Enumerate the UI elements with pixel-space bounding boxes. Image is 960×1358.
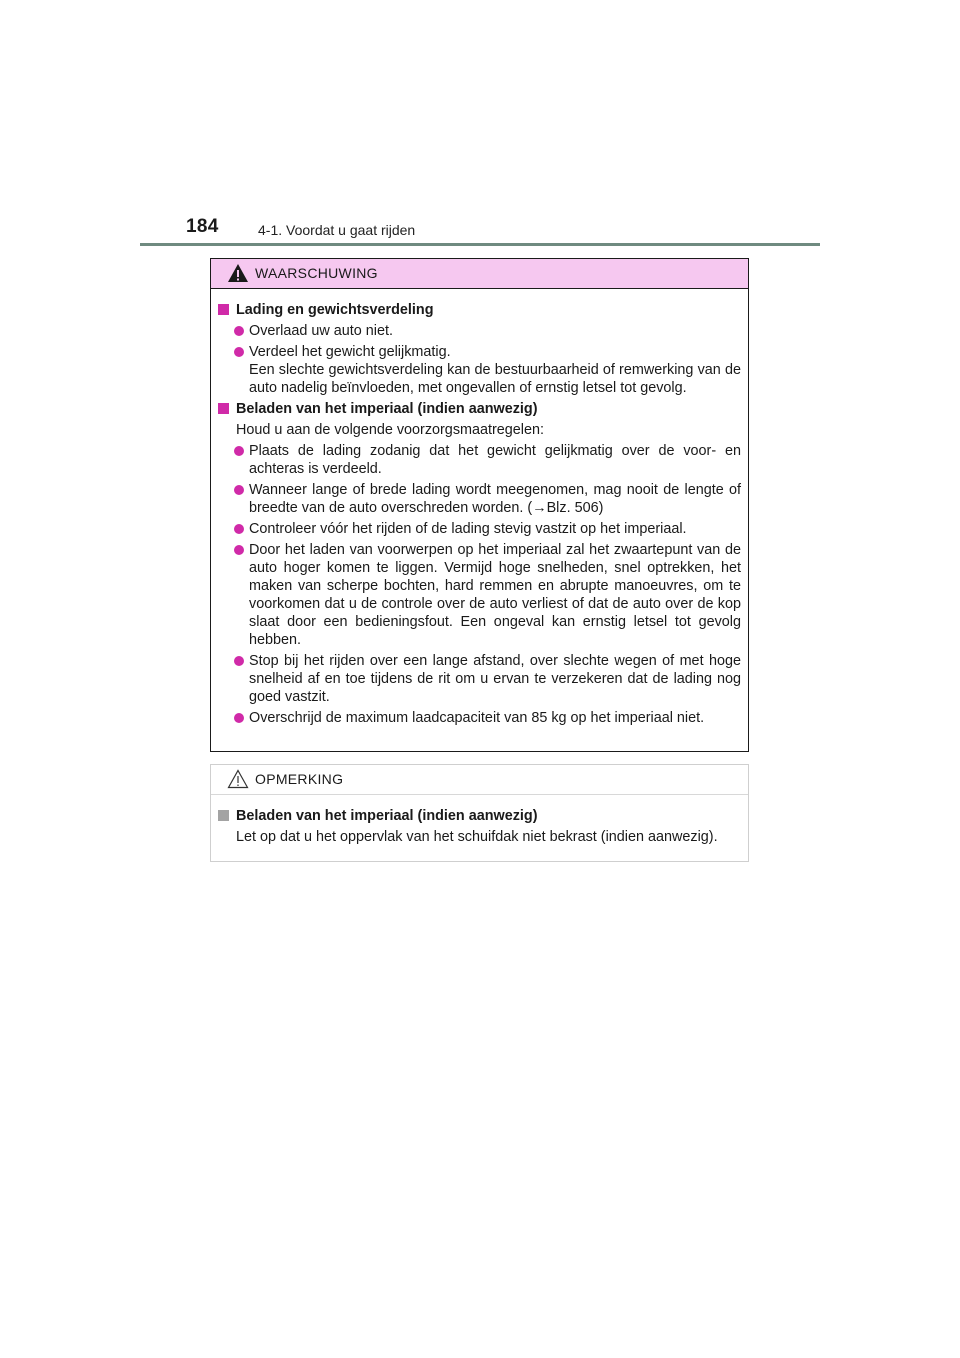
round-bullet-icon (234, 347, 244, 357)
notice-content (211, 795, 748, 846)
page-header (140, 214, 820, 246)
notice-label: OPMERKING (255, 771, 344, 787)
warning-label: WAARSCHUWING (255, 265, 378, 281)
square-bullet-icon (218, 810, 229, 821)
round-bullet-icon (234, 656, 244, 666)
warning-box (210, 258, 749, 752)
list-item: Plaats de lading zodanig dat het gewicht gelijkmatig over de voor- en achteras is verdeeld. (218, 442, 741, 478)
section-heading: Beladen van het imperiaal (indien aanwezig) (218, 807, 741, 825)
notice-box-header (211, 765, 748, 795)
round-bullet-icon (234, 326, 244, 336)
warning-box-header (211, 259, 748, 289)
section-intro: Houd u aan de volgende voorzorgsmaatregelen: (236, 422, 545, 438)
list-item: Overlaad uw auto niet. (218, 322, 741, 340)
square-bullet-icon (218, 304, 229, 315)
list-item: Stop bij het rijden over een lange afstand, over slechte wegen of met hoge snelheid af en toe tijdens de rit om u ervan te verzekeren dat de lading nog goed vastzit. (218, 652, 741, 706)
caution-triangle-outline-icon (227, 769, 249, 789)
list-item: Wanneer lange of brede lading wordt meegenomen, mag nooit de lengte of breedte van de auto overschreden worden. (→Blz. 506) (218, 481, 741, 517)
round-bullet-icon (234, 713, 244, 723)
section-heading: Lading en gewichtsverdeling (218, 301, 741, 319)
round-bullet-icon (234, 446, 244, 456)
round-bullet-icon (234, 545, 244, 555)
warning-triangle-icon (227, 263, 249, 283)
square-bullet-icon (218, 403, 229, 414)
section-title: 4-1. Voordat u gaat rijden (258, 222, 416, 238)
list-item: Controleer vóór het rijden of de lading stevig vastzit op het imperiaal. (218, 520, 741, 538)
section-heading: Beladen van het imperiaal (indien aanwezig) (218, 400, 741, 418)
page-number: 184 (186, 216, 219, 237)
notice-text: Let op dat u het oppervlak van het schuifdak niet bekrast (indien aanwezig). (236, 829, 718, 845)
list-item: Verdeel het gewicht gelijkmatig. Een slechte gewichtsverdeling kan de bestuurbaarheid of remwerking van de auto nadelig beïnvloeden, met ongevallen of ernstig letsel tot gevolg. (218, 343, 741, 397)
round-bullet-icon (234, 485, 244, 495)
round-bullet-icon (234, 524, 244, 534)
header-rule (140, 243, 820, 246)
warning-content (211, 289, 748, 727)
list-item: Door het laden van voorwerpen op het imperiaal zal het zwaartepunt van de auto hoger komen te liggen. Vermijd hoge snelheden, snel optrekken, het maken van scherpe bochten, hard remmen en abrupte manoeuvres, om te voorkomen dat u de controle over de auto verliest of dat de auto over de kop slaat door een bedieningsfout. Een ongeval kan ernstig letsel tot gevolg hebben. (218, 541, 741, 649)
list-item: Overschrijd de maximum laadcapaciteit van 85 kg op het imperiaal niet. (218, 709, 741, 727)
notice-box (210, 764, 749, 862)
